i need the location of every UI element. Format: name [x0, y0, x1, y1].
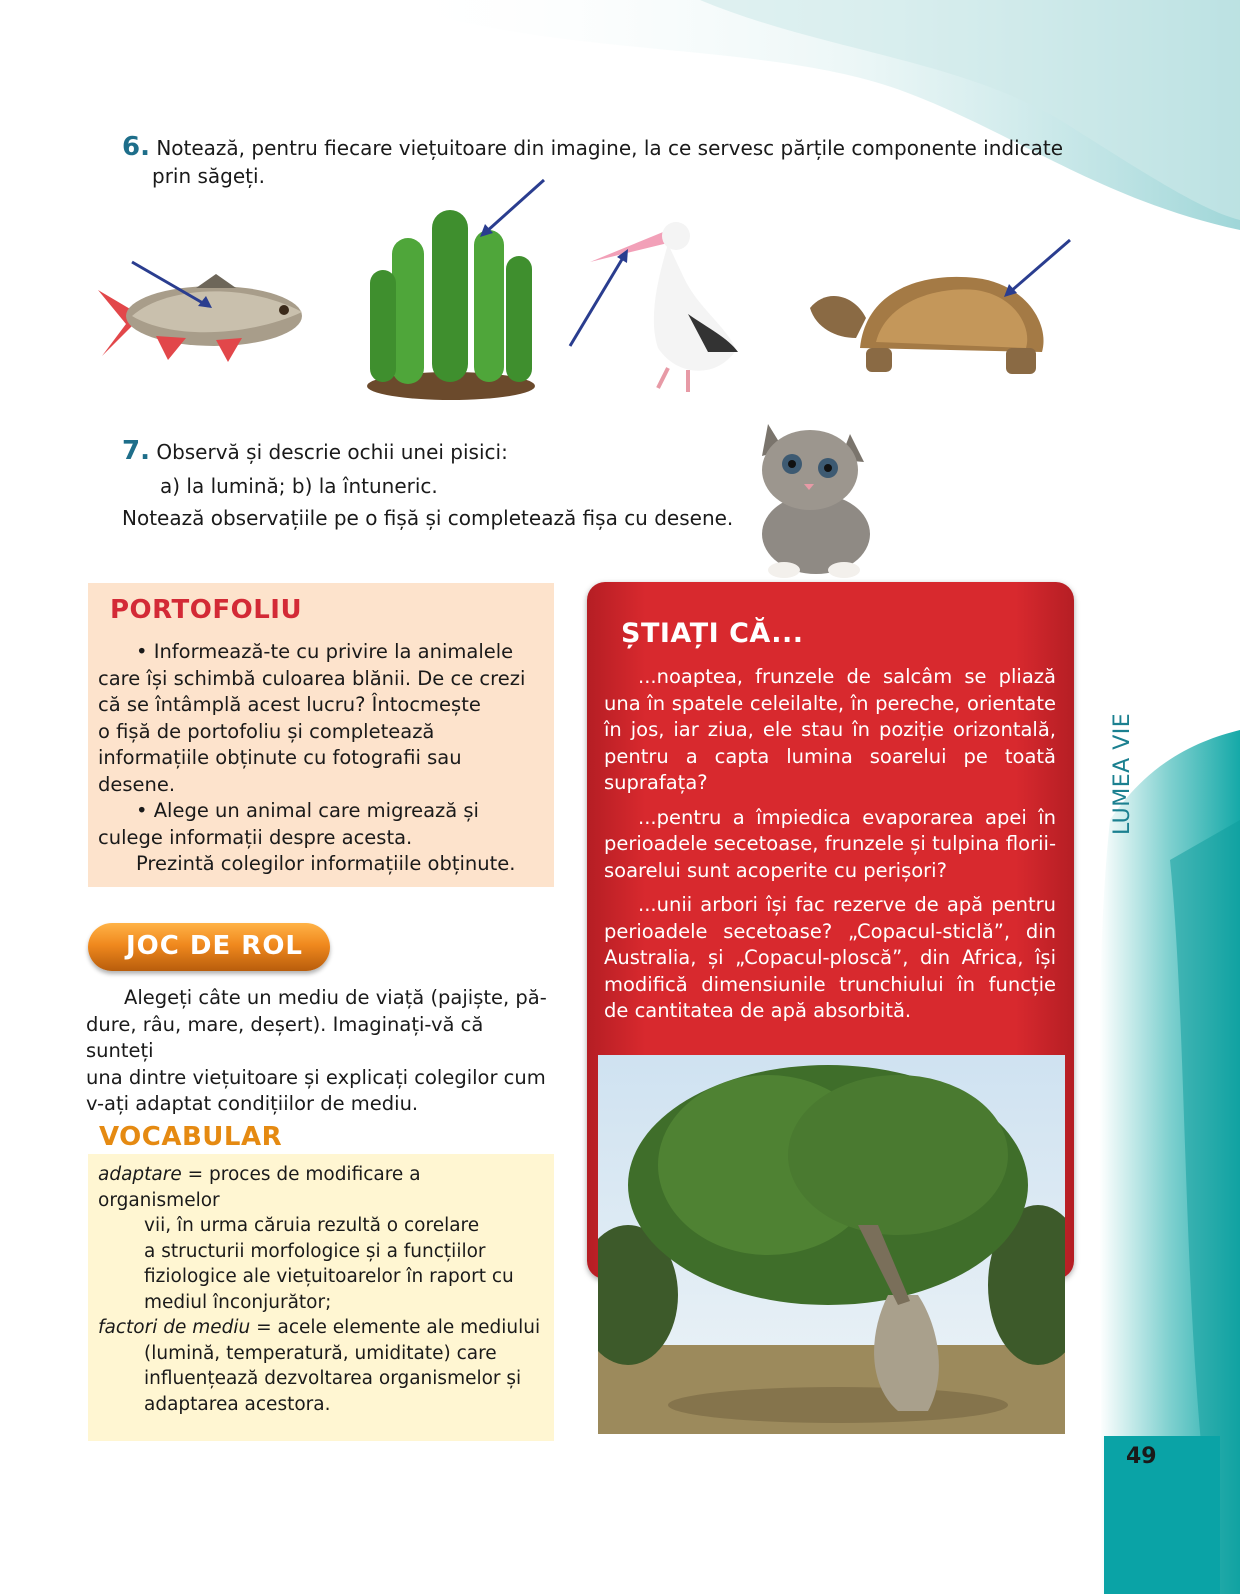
vocabulary-term: adaptare: [98, 1164, 182, 1185]
vocabulary-definition-line: fiziologice ale viețuitoarelor în raport cu: [144, 1266, 514, 1287]
arrow-to-cactus-spines: [476, 176, 548, 240]
role-play-badge: [88, 923, 330, 971]
exercise-6: [122, 133, 1082, 190]
page-number: 49: [1126, 1444, 1157, 1469]
portfolio-line: culege informații despre acesta.: [98, 825, 413, 849]
arrow-to-fish-scales: [128, 258, 218, 314]
did-you-know-paragraph: ...unii arbori își fac rezerve de apă pentru perioadele secetoase? „Copacul-sticlă”, din Australia, și „Copacul-ploscă”, din Africa, își modifică dimensiunile trunchiului în funcție de cantitatea de apă absorbită.: [604, 893, 1056, 1022]
vocabulary-definition-line: vii, în urma căruia rezultă o corelare: [144, 1215, 480, 1236]
exercise-text: Notează, pentru fiecare viețuitoare din imagine, la ce servesc părțile componente indicate: [156, 136, 1064, 160]
portfolio-line: informațiile obținute cu fotografii sau: [98, 746, 462, 769]
did-you-know-paragraph: ...noaptea, frunzele de salcâm se pliază una în spatele celeilalte, în pereche, orientate în jos, iar ziua, ele stau în poziție orizontală, pentru a capta lumina soarelui pe toată suprafața?: [604, 665, 1056, 794]
vocabulary-definition-line: mediul înconjurător;: [144, 1291, 332, 1313]
exercise-number: 7.: [122, 436, 150, 466]
vocabulary-term: factori de mediu: [98, 1317, 251, 1338]
did-you-know-title: ȘTIAȚI CĂ...: [621, 618, 804, 649]
portfolio-line: desene.: [98, 772, 176, 796]
did-you-know-paragraph: ...pentru a împiedica evaporarea apei în perioadele secetoase, frunzele și tulpina florii-soarelui sunt acoperite cu perișori?: [604, 805, 1056, 882]
role-play-line: una dintre viețuitoare și explicați colegilor cum: [86, 1065, 546, 1089]
page-number-tab: [1104, 1436, 1220, 1594]
role-play-line: v-ați adaptat condițiilor de mediu.: [86, 1092, 419, 1115]
portfolio-line: • Informează-te cu privire la animalele: [136, 640, 514, 663]
portfolio-line: care își schimbă culoarea blănii. De ce crezi: [98, 666, 526, 690]
exercise-text-continued: prin săgeți.: [152, 164, 265, 188]
vocabulary-body: [98, 1162, 544, 1417]
kitten-image: [744, 404, 876, 582]
role-play-line: dure, râu, mare, deșert). Imaginați-vă că sunteți: [86, 1012, 484, 1062]
role-play-text: [86, 985, 556, 1118]
portfolio-box: [88, 583, 554, 887]
portfolio-line: • Alege un animal care migrează și: [136, 799, 479, 822]
vocabulary-box: [88, 1154, 554, 1441]
vocabulary-definition-line: (lumină, temperatură, umiditate) care: [144, 1342, 497, 1364]
chapter-side-label: [1100, 710, 1140, 835]
portfolio-line: că se întâmplă acest lucru? Întocmește: [98, 693, 481, 716]
exercise-text-options: a) la lumină; b) la întuneric.: [160, 474, 438, 498]
vocabulary-definition: = acele elemente ale mediului: [250, 1317, 541, 1338]
bottle-tree-photo: [598, 1055, 1065, 1434]
arrow-to-pelican-beak: [566, 246, 632, 350]
vocabulary-definition-line: influențează dezvoltarea organismelor și: [144, 1368, 522, 1389]
portfolio-line: Prezintă colegilor informațiile obținute.: [136, 852, 516, 875]
exercise-text: Observă și descrie ochii unei pisici:: [156, 440, 508, 464]
exercise-7: [122, 437, 762, 532]
role-play-line: Alegeți câte un mediu de viață (pajiște, pă-: [124, 986, 547, 1009]
role-play-title: JOC DE ROL: [126, 931, 303, 961]
arrow-to-turtle-shell: [1000, 236, 1074, 302]
portfolio-body: [98, 639, 544, 878]
vocabulary-title: VOCABULAR: [99, 1122, 283, 1152]
did-you-know-body: [604, 664, 1056, 1033]
vocabulary-definition-line: adaptarea acestora.: [144, 1393, 331, 1415]
exercise-text-instruction: Notează observațiile pe o fișă și completează fișa cu desene.: [122, 506, 734, 530]
exercise-number: 6.: [122, 132, 150, 162]
portfolio-title: PORTOFOLIU: [110, 595, 303, 625]
vocabulary-definition-line: a structurii morfologice și a funcțiilor: [144, 1240, 486, 1262]
portfolio-line: o fișă de portofoliu și completează: [98, 719, 435, 743]
vocabulary-definition: = proces de modificare a organismelor: [98, 1164, 421, 1211]
chapter-side-label-text: LUMEA VIE: [1110, 712, 1135, 835]
